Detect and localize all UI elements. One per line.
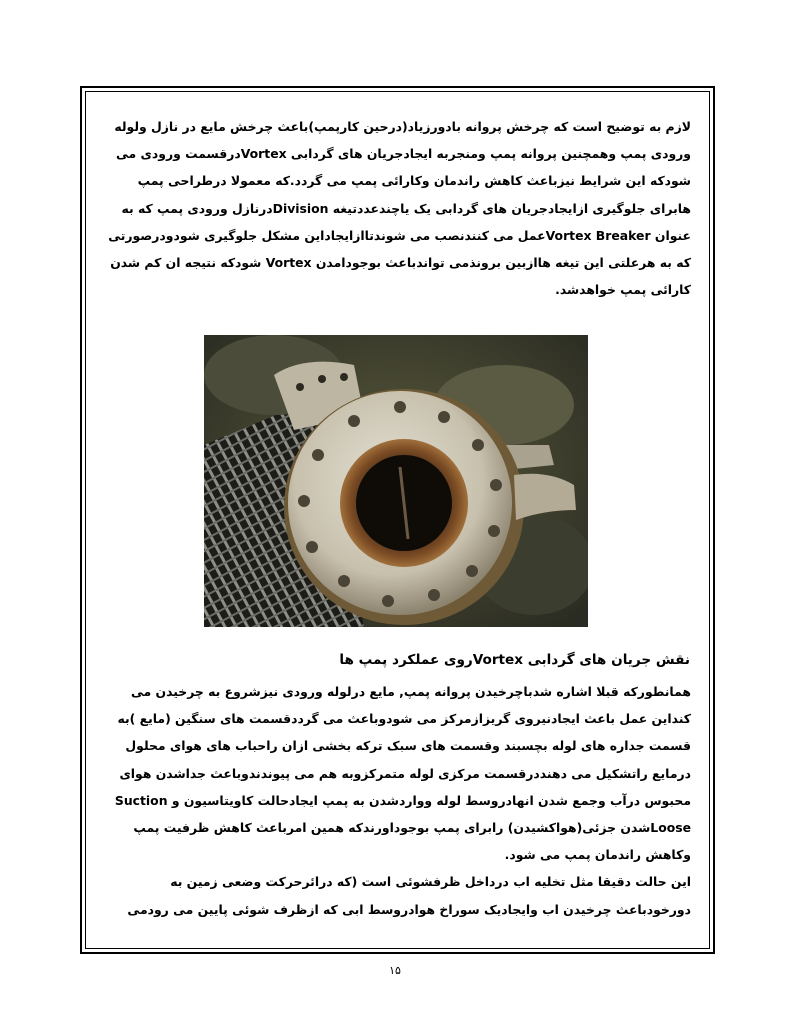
- text-line: دورخودباعث چرخیدن اب وایجادیک سوراخ هوادروسط ابی که ازظرف شوئی پایین می رودمی: [127, 901, 691, 917]
- text-line: عنوان Vortex Breakerعمل می کنندنصب می شوندتاازایجاداین مشکل جلوگیری شودودرصورتی: [108, 227, 691, 243]
- text-line: این حالت دقیقا مثل تخلیه اب درداخل ظرفشوئی است (که درائرحرکت وضعی زمین به: [170, 874, 691, 890]
- paragraph-vortex-intro: [104, 113, 691, 303]
- text-line: Looseشدن جزئی(هواکشیدن) رابرای پمپ بوجوداورندکه همین امرباعث کاهش ظرفیت پمپ: [133, 820, 691, 836]
- paragraph-vortex-effect: [104, 678, 691, 923]
- text-line: درمایع راتشکیل می دهنددرقسمت مرکزی لوله متمرکزوبه هم می پیوندندوباعث جداشدن هوای: [119, 765, 691, 781]
- text-line: کنداین عمل باعث ایجادنیروی گریزازمرکز می شودوباعث می گرددقسمت های سنگین (مایع )به: [117, 711, 691, 727]
- text-line: قسمت جداره های لوله بچسبند وقسمت های سبک ترکه بخشی ازان راحباب های هوای محلول: [125, 738, 691, 754]
- text-line: که به هرعلتی این تیغه هاازبین برونذمی تواندباعث بوجودامدن Vortex شودکه نتیجه ان کم شدن: [110, 255, 691, 271]
- pump-inlet-photo: [204, 335, 588, 627]
- text-line: کارائی پمپ خواهدشد.: [555, 282, 691, 298]
- text-line: شودکه این شرایط نیزباعث کاهش راندمان وکارائی پمپ می گردد.که معمولا درطراحی پمپ: [137, 173, 691, 189]
- text-line: لازم به توضیح است که چرخش پروانه بادورزیاد(درحین کارپمپ)باعث چرخش مایع در نازل ولوله: [114, 119, 691, 134]
- text-line: هابرای جلوگیری ازایجادجریان های گردابی یک یاچندعددتیغه Divisionدرنازل ورودی پمپ که به: [121, 200, 691, 216]
- text-line: همانطورکه قبلا اشاره شدباچرخیدن پروانه پمپ, مایع درلوله ورودی نیزشروع به چرخیدن می: [130, 684, 691, 699]
- text-line: وکاهش راندمان پمپ می شود.: [504, 847, 691, 863]
- text-line: محبوس درآب وجمع شدن انهادروسط لوله وواردشدن به پمپ ایجادحالت کاویتاسیون و Suction: [114, 792, 691, 808]
- section-heading: نقش جریان های گردابی Vortexروی عملکرد پمپ ها: [339, 652, 690, 668]
- text-line: ورودی پمپ وهمچنین پروانه پمپ ومنجربه ایجادجریان های گردابی Vortexدرقسمت ورودی می: [116, 146, 691, 162]
- page-number: ۱۵: [389, 964, 401, 977]
